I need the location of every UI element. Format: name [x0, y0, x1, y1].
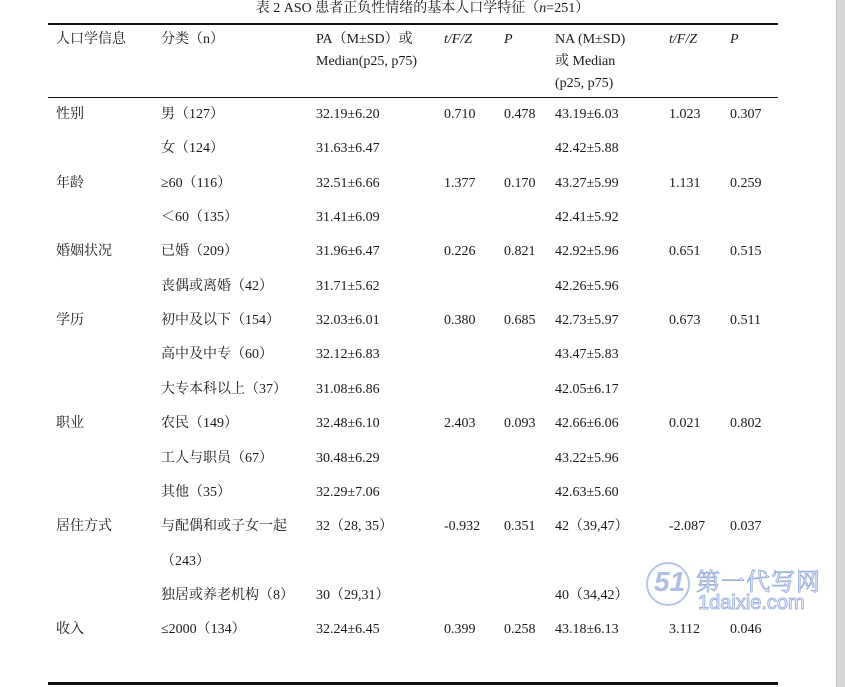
row-p-na: 0.259: [730, 176, 762, 191]
row-na-value: 42.41±5.92: [555, 210, 619, 225]
header-pa: [316, 29, 417, 73]
row-tfz-pa: 0.226: [444, 244, 476, 259]
row-category: ≤2000（134）: [161, 622, 246, 637]
row-tfz-pa: -0.932: [444, 519, 481, 534]
row-tfz-pa: 0.710: [444, 107, 476, 122]
watermark-brand: 第一代写网: [696, 568, 821, 596]
row-category: 初中及以下（154）: [161, 313, 280, 328]
row-pa-value: 32.19±6.20: [316, 107, 380, 122]
row-category: 大专本科以上（37）: [161, 382, 287, 397]
row-na-value: 43.19±6.03: [555, 107, 619, 122]
row-pa-value: 32.24±6.45: [316, 622, 380, 637]
row-pa-value: 31.41±6.09: [316, 210, 380, 225]
row-category: ≥60（116）: [161, 176, 232, 191]
row-na-value: 42（39,47）: [555, 519, 629, 534]
table-caption: 表 2 ASO 患者正负性情绪的基本人口学特征（n=251）: [255, 1, 590, 16]
row-category: 其他（35）: [161, 485, 231, 500]
row-p-pa: 0.685: [504, 313, 536, 328]
row-p-pa: 0.478: [504, 107, 536, 122]
row-tfz-pa: 0.399: [444, 622, 476, 637]
row-category: 与配偶和或子女一起: [161, 519, 287, 534]
header-tfz-pa: t/F/Z: [444, 32, 473, 47]
row-na-value: 42.66±6.06: [555, 416, 619, 431]
row-na-value: 42.42±5.88: [555, 141, 619, 156]
row-pa-value: 31.71±5.62: [316, 279, 380, 294]
row-na-value: 42.73±5.97: [555, 313, 619, 328]
watermark-url: 1daixie.com: [698, 592, 805, 614]
row-tfz-na: 1.023: [669, 107, 701, 122]
header-p-na: P: [730, 32, 739, 47]
row-pa-value: 32.51±6.66: [316, 176, 380, 191]
row-category: 已婚（209）: [161, 244, 238, 259]
row-p-na: 0.802: [730, 416, 762, 431]
row-p-na: 0.515: [730, 244, 762, 259]
row-p-na: 0.307: [730, 107, 762, 122]
row-tfz-pa: 2.403: [444, 416, 476, 431]
row-p-pa: 0.351: [504, 519, 536, 534]
row-na-value: 43.22±5.96: [555, 451, 619, 466]
header-p-pa: P: [504, 32, 513, 47]
row-p-na: 0.511: [730, 313, 761, 328]
row-tfz-na: -2.087: [669, 519, 706, 534]
row-p-na: 0.046: [730, 622, 762, 637]
row-p-pa: 0.093: [504, 416, 536, 431]
row-category: 独居或养老机构（8）: [161, 588, 294, 603]
row-group-label: 学历: [56, 313, 84, 328]
row-category: ＜60（135）: [161, 210, 238, 225]
row-pa-value: 32.12±6.83: [316, 347, 380, 362]
row-group-label: 年龄: [56, 176, 84, 191]
header-pa-line2: Median(p25, p75): [316, 54, 418, 69]
row-category: （243）: [161, 554, 210, 569]
row-pa-value: 31.63±6.47: [316, 141, 380, 156]
row-category: 丧偶或离婚（42）: [161, 279, 273, 294]
table-bottom-rule: [48, 682, 778, 685]
row-na-value: 42.26±5.96: [555, 279, 619, 294]
row-pa-value: 32（28, 35）: [316, 519, 393, 534]
row-category: 男（127）: [161, 107, 224, 122]
row-group-label: 婚姻状况: [56, 244, 112, 259]
row-group-label: 收入: [56, 622, 84, 637]
row-tfz-na: 0.673: [669, 313, 701, 328]
row-tfz-na: 3.112: [669, 622, 700, 637]
header-na: [555, 29, 625, 95]
row-tfz-na: 0.021: [669, 416, 701, 431]
row-na-value: 43.47±5.83: [555, 347, 619, 362]
row-group-label: 居住方式: [56, 519, 112, 534]
watermark-logo: [646, 560, 836, 612]
row-na-value: 42.05±6.17: [555, 382, 619, 397]
table-top-rule: [48, 23, 778, 25]
row-p-na: 0.037: [730, 519, 762, 534]
row-p-pa: 0.258: [504, 622, 536, 637]
row-pa-value: 32.03±6.01: [316, 313, 380, 328]
row-na-value: 43.27±5.99: [555, 176, 619, 191]
header-na-line2: 或 Median: [555, 54, 616, 69]
watermark-number: 51: [654, 566, 686, 597]
row-na-value: 43.18±6.13: [555, 622, 619, 637]
header-na-line1: NA (M±SD): [555, 32, 626, 47]
row-pa-value: 32.29±7.06: [316, 485, 380, 500]
row-p-pa: 0.170: [504, 176, 536, 191]
row-category: 女（124）: [161, 141, 224, 156]
row-category: 农民（149）: [161, 416, 238, 431]
row-pa-value: 31.96±6.47: [316, 244, 380, 259]
row-tfz-na: 1.131: [669, 176, 701, 191]
row-na-value: 42.63±5.60: [555, 485, 619, 500]
row-na-value: 42.92±5.96: [555, 244, 619, 259]
row-group-label: 职业: [56, 416, 84, 431]
header-tfz-na: t/F/Z: [669, 32, 698, 47]
row-tfz-na: 0.651: [669, 244, 701, 259]
row-pa-value: 30.48±6.29: [316, 451, 380, 466]
row-p-pa: 0.821: [504, 244, 536, 259]
row-pa-value: 30（29,31）: [316, 588, 390, 603]
row-pa-value: 32.48±6.10: [316, 416, 380, 431]
header-na-line3: (p25, p75): [555, 76, 614, 91]
header-pa-line1: PA（M±SD）或: [316, 32, 413, 47]
page-edge-scroll-area: [837, 0, 845, 687]
row-category: 工人与职员（67）: [161, 451, 273, 466]
row-group-label: 性别: [56, 107, 84, 122]
row-tfz-pa: 1.377: [444, 176, 476, 191]
row-category: 高中及中专（60）: [161, 347, 273, 362]
header-category: 分类（n）: [161, 32, 224, 47]
header-demographic: 人口学信息: [56, 32, 126, 47]
table-header-rule: [48, 97, 778, 98]
row-na-value: 40（34,42）: [555, 588, 629, 603]
row-tfz-pa: 0.380: [444, 313, 476, 328]
row-pa-value: 31.08±6.86: [316, 382, 380, 397]
